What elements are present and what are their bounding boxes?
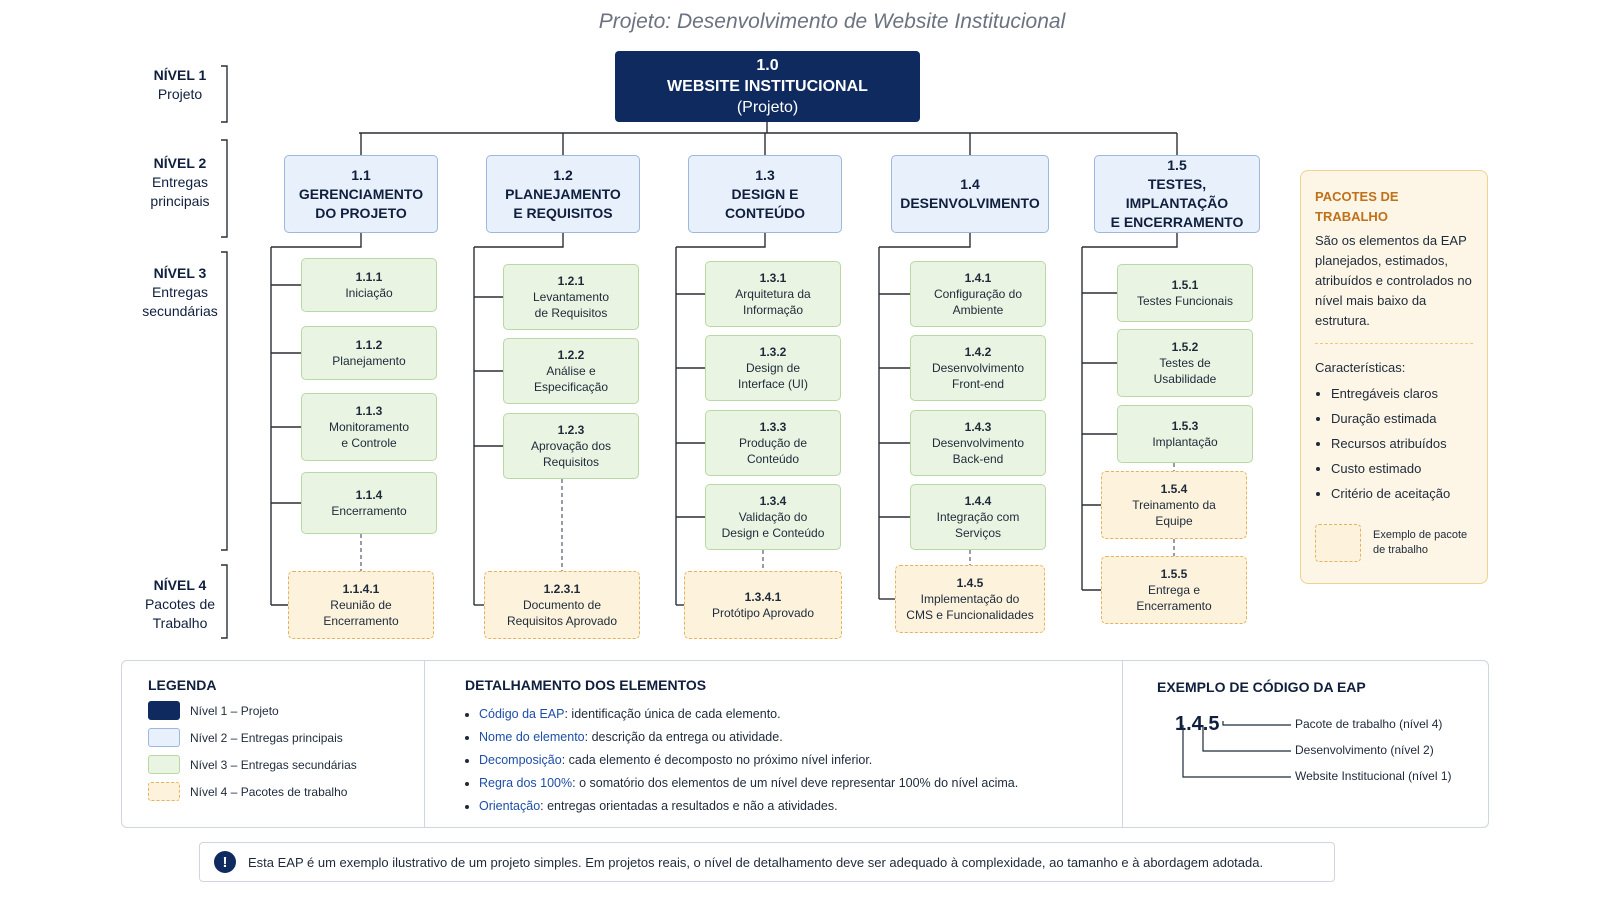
package-name-line: Treinamento da xyxy=(1132,498,1216,512)
child-node-1.5.3 xyxy=(1117,405,1253,463)
child-name-line: Implantação xyxy=(1152,435,1218,449)
code-example-title: EXEMPLO DE CÓDIGO DA EAP xyxy=(1157,679,1366,695)
branch-name-line: PLANEJAMENTO xyxy=(505,185,621,202)
child-node-1.3.1 xyxy=(705,261,841,327)
level-name: NÍVEL 3 xyxy=(153,265,207,281)
child-node-1.1.2 xyxy=(301,326,437,380)
package-name-line: Equipe xyxy=(1155,514,1193,528)
package-name-line: CMS e Funcionalidades xyxy=(906,608,1034,622)
child-name-line: Planejamento xyxy=(332,354,406,368)
branch-code: 1.2 xyxy=(553,166,573,183)
child-code: 1.5.2 xyxy=(1171,340,1199,354)
child-node-1.5.1 xyxy=(1117,264,1253,322)
detail-item xyxy=(479,749,1082,772)
detail-key: Regra dos 100% xyxy=(479,776,573,790)
child-code: 1.2.2 xyxy=(557,348,585,362)
child-name-line: Requisitos xyxy=(542,455,600,469)
level-desc: Projeto xyxy=(157,86,203,102)
child-code: 1.1.1 xyxy=(355,270,383,284)
child-node-1.2.3 xyxy=(503,413,639,479)
level-desc: Pacotes de xyxy=(144,596,216,612)
package-code: 1.3.4.1 xyxy=(744,590,782,604)
work-package-swatch xyxy=(1315,524,1361,562)
legend-label: Nível 3 – Entregas secundárias xyxy=(190,757,357,772)
details-title: DETALHAMENTO DOS ELEMENTOS xyxy=(465,677,707,693)
detail-text: : entregas orientadas a resultados e não a atividades. xyxy=(540,799,838,813)
child-node-1.4.1 xyxy=(910,261,1046,327)
legend-label: Nível 4 – Pacotes de trabalho xyxy=(190,784,348,799)
child-code: 1.4.1 xyxy=(964,271,992,285)
characteristics-list xyxy=(1315,384,1473,504)
legend-swatch xyxy=(148,782,180,801)
child-code: 1.2.3 xyxy=(557,423,585,437)
branch-node-1.5 xyxy=(1094,155,1260,233)
package-node-1.4.5 xyxy=(895,565,1045,633)
characteristic-item: • Recursos atribuídos xyxy=(1331,434,1473,454)
child-code: 1.1.2 xyxy=(355,338,383,352)
branch-code: 1.5 xyxy=(1167,157,1187,173)
legend-item-4 xyxy=(148,782,398,801)
child-name-line: Desenvolvimento xyxy=(931,361,1025,375)
code-label-level4: Pacote de trabalho (nível 4) xyxy=(1295,717,1443,731)
details-list xyxy=(465,703,1082,818)
package-name-line: Reunião de xyxy=(330,598,392,612)
legend-label: Nível 1 – Projeto xyxy=(190,703,279,718)
child-name-line: Produção de xyxy=(738,436,808,450)
detail-key: Orientação xyxy=(479,799,541,813)
legend-title: LEGENDA xyxy=(148,677,217,693)
branch-stem-1.2 xyxy=(474,233,563,247)
level-desc: secundárias xyxy=(142,303,218,319)
child-name-line: Design de xyxy=(745,361,801,375)
child-code: 1.3.3 xyxy=(759,420,787,434)
child-name-line: Testes Funcionais xyxy=(1136,294,1234,308)
detail-text: : descrição da entrega ou atividade. xyxy=(584,730,783,744)
page-title: Projeto: Desenvolvimento de Website Institucional xyxy=(598,10,1066,33)
package-name-line: Entrega e xyxy=(1147,583,1201,597)
detail-item xyxy=(479,772,1082,795)
branch-stem-1.4 xyxy=(879,233,970,247)
branch-code: 1.3 xyxy=(755,166,775,183)
branch-name-line: E REQUISITOS xyxy=(513,204,613,221)
legend-list xyxy=(148,701,398,801)
legend-item-1 xyxy=(148,701,398,720)
child-code: 1.4.2 xyxy=(964,345,992,359)
branch-code: 1.4 xyxy=(960,176,980,192)
child-node-1.1.4 xyxy=(301,472,437,534)
branch-name-line: DO PROJETO xyxy=(315,204,407,221)
legend-swatch xyxy=(148,728,180,747)
detail-text: : cada elemento é decomposto no próximo nível inferior. xyxy=(561,753,873,767)
disclaimer-text: Esta EAP é um exemplo ilustrativo de um projeto simples. Em projetos reais, o nível de detalhamento deve ser adequado à complexidade, ao tamanho e à abordagem adotada. xyxy=(248,854,1264,870)
child-name-line: Ambiente xyxy=(952,303,1004,317)
child-name-line: Iniciação xyxy=(345,286,393,300)
child-name-line: Informação xyxy=(742,303,804,317)
detail-key: Decomposição xyxy=(479,753,562,767)
child-name-line: e Controle xyxy=(341,436,397,450)
child-node-1.3.2 xyxy=(705,335,841,401)
level-desc: Entregas xyxy=(151,284,209,300)
child-code: 1.4.3 xyxy=(964,420,992,434)
child-name-line: Análise e xyxy=(546,364,596,378)
child-node-1.4.2 xyxy=(910,335,1046,401)
characteristic-item: • Entregáveis claros xyxy=(1331,384,1473,404)
package-name-line: Implementação do xyxy=(920,592,1020,606)
branch-stem-1.3 xyxy=(676,233,765,247)
code-label-level1: Website Institucional (nível 1) xyxy=(1295,769,1452,783)
legend-item-2 xyxy=(148,728,398,747)
child-node-1.4.4 xyxy=(910,484,1046,550)
details-section xyxy=(424,661,1122,827)
child-name-line: Configuração do xyxy=(933,287,1023,301)
child-name-line: de Requisitos xyxy=(534,306,608,320)
characteristic-item: • Critério de aceitação xyxy=(1331,484,1473,504)
code-label-level2: Desenvolvimento (nível 2) xyxy=(1295,743,1434,757)
package-code: 1.1.4.1 xyxy=(342,582,380,596)
code-example-value: 1.4.5 xyxy=(1175,713,1220,735)
root-text: 1.0 xyxy=(756,57,779,74)
branch-name-line: CONTEÚDO xyxy=(724,204,806,221)
characteristics-title: Características: xyxy=(1315,360,1406,375)
package-code: 1.2.3.1 xyxy=(543,582,581,596)
detail-text: : identificação única de cada elemento. xyxy=(564,707,781,721)
level-name: NÍVEL 2 xyxy=(153,155,207,171)
detail-item xyxy=(479,795,1082,818)
legend-swatch xyxy=(148,755,180,774)
branch-node-1.2 xyxy=(486,155,640,233)
root-node xyxy=(615,51,920,122)
legend-label: Nível 2 – Entregas principais xyxy=(190,730,343,745)
child-node-1.1.1 xyxy=(301,258,437,312)
package-name-line: Documento de xyxy=(522,598,602,612)
child-code: 1.1.3 xyxy=(355,404,383,418)
panel-divider xyxy=(1315,343,1473,344)
child-code: 1.5.1 xyxy=(1171,278,1199,292)
child-node-1.2.1 xyxy=(503,264,639,330)
level-name: NÍVEL 4 xyxy=(153,577,207,593)
child-code: 1.3.4 xyxy=(759,494,787,508)
legend-section xyxy=(122,661,424,827)
branch-stem-1.1 xyxy=(271,233,361,247)
branch-name-line: DESENVOLVIMENTO xyxy=(900,195,1040,211)
package-node-1.5.5 xyxy=(1101,556,1247,624)
level-name: NÍVEL 1 xyxy=(153,67,207,83)
root-text: (Projeto) xyxy=(736,99,799,116)
branch-name-line: E ENCERRAMENTO xyxy=(1110,214,1244,230)
package-node-1.5.4 xyxy=(1101,471,1247,539)
child-name-line: Serviços xyxy=(954,526,1001,540)
characteristic-item: • Duração estimada xyxy=(1331,409,1473,429)
package-name-line: Encerramento xyxy=(1136,599,1212,613)
branch-name-line: DESIGN E xyxy=(731,185,799,202)
info-panel xyxy=(121,660,1489,828)
child-name-line: Validação do xyxy=(738,510,808,524)
child-name-line: Arquitetura da xyxy=(735,287,811,301)
child-code: 1.4.4 xyxy=(964,494,992,508)
level-label-1 xyxy=(125,66,235,104)
work-package-sample xyxy=(1315,524,1481,562)
package-name-line: Protótipo Aprovado xyxy=(711,606,815,620)
branch-node-1.3 xyxy=(688,155,842,233)
child-name-line: Desenvolvimento xyxy=(931,436,1025,450)
legend-item-3 xyxy=(148,755,398,774)
root-text: WEBSITE INSTITUCIONAL xyxy=(667,78,868,95)
level-desc: principais xyxy=(150,193,210,209)
child-node-1.3.4 xyxy=(705,484,841,550)
characteristic-item: • Custo estimado xyxy=(1331,459,1473,479)
work-packages-description: São os elementos da EAP planejados, estimados, atribuídos e controlados no nível mais baixo da estrutura. xyxy=(1315,233,1472,328)
package-name-line: Encerramento xyxy=(323,614,399,628)
detail-item xyxy=(479,726,1082,749)
detail-key: Nome do elemento xyxy=(479,730,585,744)
child-code: 1.3.1 xyxy=(759,271,787,285)
branch-name-line: TESTES, IMPLANTAÇÃO xyxy=(1125,176,1229,211)
level-label-4 xyxy=(125,576,235,633)
child-name-line: Usabilidade xyxy=(1153,372,1217,386)
child-code: 1.3.2 xyxy=(759,345,787,359)
child-code: 1.5.3 xyxy=(1171,419,1199,433)
child-node-1.4.3 xyxy=(910,410,1046,476)
level-label-2 xyxy=(125,154,235,211)
child-name-line: Integração com xyxy=(936,510,1020,524)
child-node-1.1.3 xyxy=(301,393,437,461)
child-node-1.3.3 xyxy=(705,410,841,476)
package-code: 1.4.5 xyxy=(956,576,984,590)
child-name-line: Levantamento xyxy=(532,290,610,304)
child-node-1.2.2 xyxy=(503,338,639,404)
child-name-line: Interface (UI) xyxy=(737,377,809,391)
package-node-1.3.4.1 xyxy=(684,571,842,639)
legend-swatch xyxy=(148,701,180,720)
work-package-sample-label: Exemplo de pacote de trabalho xyxy=(1373,529,1468,556)
package-name-line: Requisitos Aprovado xyxy=(506,614,618,628)
disclaimer-note xyxy=(199,842,1335,882)
level-desc: Entregas xyxy=(151,174,209,190)
child-name-line: Conteúdo xyxy=(746,452,800,466)
code-example-section xyxy=(1122,661,1489,827)
child-name-line: Especificação xyxy=(533,380,609,394)
package-code: 1.5.5 xyxy=(1160,567,1188,581)
child-code: 1.2.1 xyxy=(557,274,585,288)
info-icon: ! xyxy=(214,851,236,873)
branch-node-1.1 xyxy=(284,155,438,233)
work-packages-panel xyxy=(1300,170,1488,584)
child-name-line: Aprovação dos xyxy=(530,439,612,453)
package-code: 1.5.4 xyxy=(1160,482,1188,496)
level-desc: Trabalho xyxy=(152,615,208,631)
branch-name-line: GERENCIAMENTO xyxy=(298,185,424,202)
child-name-line: Design e Conteúdo xyxy=(721,526,825,540)
detail-item xyxy=(479,703,1082,726)
child-code: 1.1.4 xyxy=(355,488,383,502)
branch-stem-1.5 xyxy=(1082,233,1177,247)
child-name-line: Front-end xyxy=(951,377,1005,391)
child-name-line: Back-end xyxy=(952,452,1004,466)
package-node-1.2.3.1 xyxy=(484,571,640,639)
detail-key: Código da EAP xyxy=(479,707,565,721)
child-name-line: Testes de xyxy=(1159,356,1211,370)
child-node-1.5.2 xyxy=(1117,329,1253,397)
detail-text: : o somatório dos elementos de um nível deve representar 100% do nível acima. xyxy=(572,776,1019,790)
work-packages-title: PACOTES DE TRABALHO xyxy=(1315,189,1399,224)
child-name-line: Encerramento xyxy=(331,504,407,518)
package-node-1.1.4.1 xyxy=(288,571,434,639)
branch-node-1.4 xyxy=(891,155,1049,233)
child-name-line: Monitoramento xyxy=(328,420,410,434)
branch-code: 1.1 xyxy=(351,166,371,183)
level-label-3 xyxy=(125,264,235,321)
